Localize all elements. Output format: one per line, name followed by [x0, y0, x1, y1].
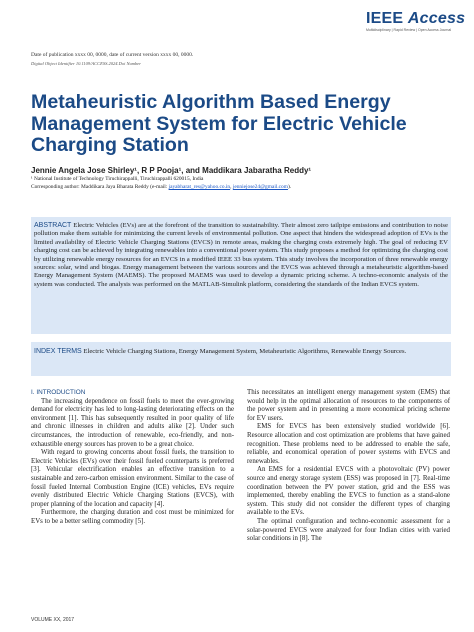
right-column: [247, 389, 450, 544]
abstract-label: ABSTRACT: [34, 222, 72, 229]
doi-line: Digital Object Identifier 10.1109/ACCESS.2024.Doi Number: [31, 61, 142, 66]
left-column: [31, 389, 234, 527]
logo-tagline: Multidisciplinary | Rapid Review | Open Access Journal: [366, 28, 452, 32]
paragraph: This necessitates an intelligent energy management system (EMS) that would help in the optimal allocation of resources to the components of the power system and in presenting a more economical pricing scheme for EV users.: [247, 389, 450, 422]
index-terms: [34, 348, 424, 356]
index-terms-text: Electric Vehicle Charging Stations, Energy Management System, Metaheuristic Algorithms, Renewable Energy Sources.: [83, 348, 407, 355]
paper-title: Metaheuristic Algorithm Based Energy Management System for Electric Vehicle Charging Station: [31, 91, 407, 156]
paragraph: EMS for EVCS has been extensively studied worldwide [6]. Resource allocation and cost optimization are problems that have gained recognition. These problems need to be addressed to enable the safe, reliable, and economical operation of power systems with EVCS and renewables.: [247, 423, 450, 465]
section-heading: I. INTRODUCTION: [31, 389, 86, 396]
author-list: Jennie Angela Jose Shirley¹, R P Pooja¹, and Maddikara Jabaratha Reddy¹: [31, 166, 312, 175]
paragraph: An EMS for a residential EVCS with a photovoltaic (PV) power source and energy storage system (ESS) was proposed in [7]. Real-time coordination between the PV power station, grid and the ESS was implemented, thereby enabling the EVCS to function as a stand-alone system. This study did not consider the different types of charging available to the EVs.: [247, 466, 450, 517]
email-link[interactable]: jayabharat_res@yahoo.co.in: [168, 184, 231, 190]
paragraph: With regard to growing concerns about fossil fuels, the transition to Electric Vehicles (EVs) over their fossil fueled counterparts is preferred [3]. Vehicular electrification enables an effective transition to a sustainable and zero-carbon emission environment. Similar to the case of fossil fueled Internal Combustion Engine (ICE) vehicles, EVs require evenly distributed Electric Vehicle Charging Stations (EVCS), with proper planning of the location and capacity [4].: [31, 449, 234, 508]
journal-logo: [366, 10, 466, 32]
page-footer: VOLUME XX, 2017: [31, 617, 75, 623]
paragraph: The optimal configuration and techno-economic assessment for a solar-powered EVCS were analyzed for four Indian cities with varied solar conditions in [8]. The: [247, 517, 450, 543]
abstract-text: Electric Vehicles (EVs) are at the forefront of the transition to sustainability. Their almost zero tailpipe emissions and contribution to noise pollution make them suitable for minimizing the current levels of environmental pollution. One aspect that hinders the widespread adoption of EVs is the limited availability of Electric Vehicle Charging Stations (EVCS) in remote areas, making the charging costs extremely high. The goal of reducing EV charging cost can be achieved by integrating renewables into a conventional power system. This study proposes a method for optimizing the charging cost by utilizing renewable energy resources for an EVCS in a modified IEEE 33 bus system. This study involves the incorporation of three renewable energy sources: solar, wind and biogas. Energy management between the various sources and the EVCS was achieved through a metaheuristic algorithm-based Energy Management System (MAEMS). The proposed MAEMS was used to develop a dynamic pricing scheme. A techno-economic analysis of the system was conducted. The analysis was performed on the MATLAB-Simulink platform, considering the standards of the Indian EVCS system.: [34, 222, 448, 288]
email-link[interactable]: jenniejose24@gmail.com: [232, 184, 288, 190]
affiliation: ¹ National Institute of Technology Tiruchirappalli, Tiruchirappalli 620015, India: [31, 176, 204, 182]
abstract: [34, 222, 448, 289]
logo-wordmark: IEEE Access: [366, 10, 466, 27]
paragraph: Furthermore, the charging duration and cost must be minimized for EVs to be a better selling commodity [5].: [31, 509, 234, 525]
index-terms-label: INDEX TERMS: [34, 348, 82, 355]
corresponding-author: Corresponding author: Maddikara Jaya Bharata Reddy (e-mail: jayabharat_res@yahoo.co.in, jenniejose24@gmail.com).: [31, 184, 292, 190]
publication-dates: Date of publication xxxx 00, 0000, date of current version xxxx 00, 0000.: [31, 52, 194, 58]
paragraph: The increasing dependence on fossil fuels to meet the ever-growing demand for electricity has led to long-lasting deteriorating effects on the environment [1]. This has subsequently resulted in poor quality of life and chronic illnesses in children and adults alike [2]. Under such circumstances, the introduction of renewable, eco-friendly, and non-exhaustible energy sources has proven to be a great choice.: [31, 397, 234, 448]
